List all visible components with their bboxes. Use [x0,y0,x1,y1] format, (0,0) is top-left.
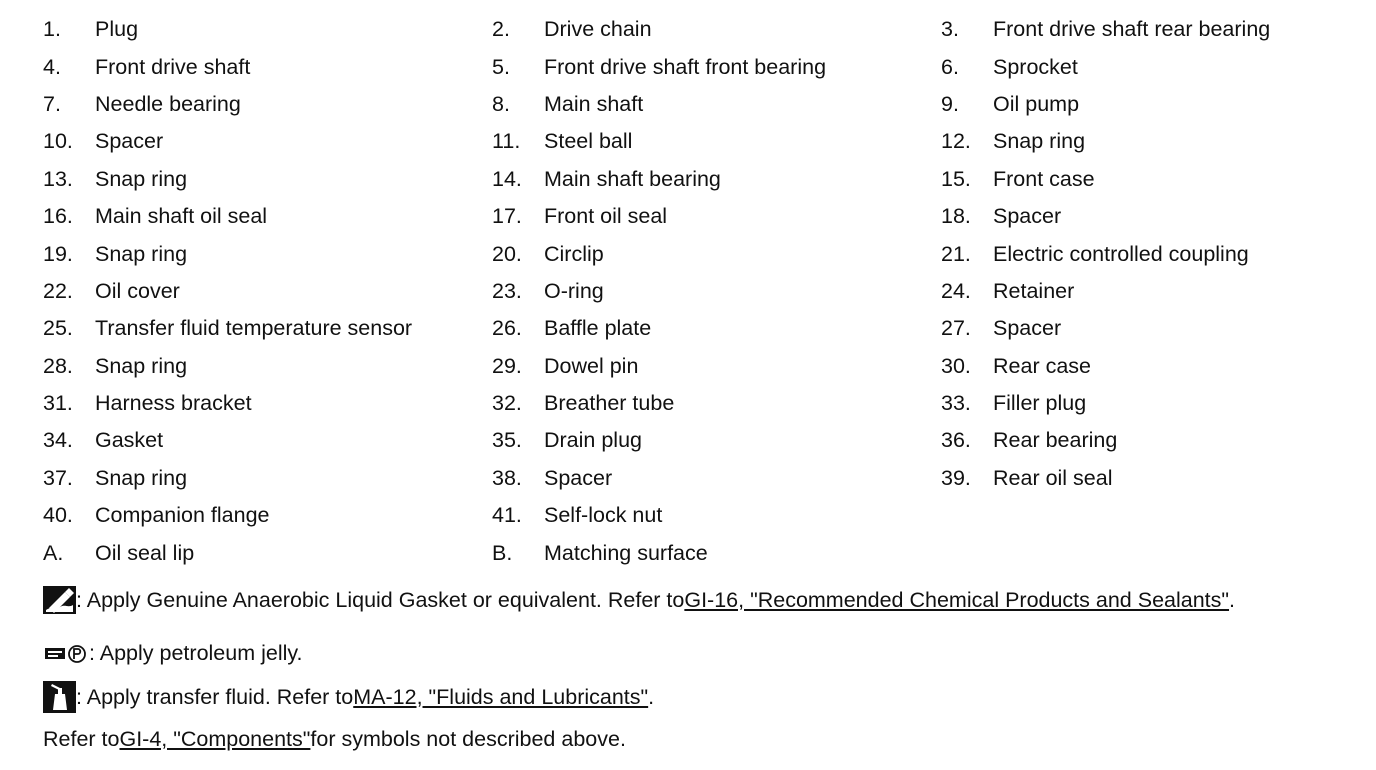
note-fluid-suffix: . [648,684,655,709]
legend-item-label: Transfer fluid temperature sensor [95,316,413,341]
legend-item-number: 4. [43,54,61,79]
legend-item [898,161,1338,198]
note-liquid-gasket [43,586,1235,614]
legend-item [449,48,898,85]
legend-item-label: Snap ring [95,241,188,266]
legend-item-number: 32. [492,391,522,416]
link-gi-16[interactable]: GI-16, "Recommended Chemical Products and Sealants" [684,587,1230,612]
legend-item [449,422,898,459]
note-fluid-prefix: : Apply transfer fluid. Refer to [76,684,354,709]
legend-item-number: 21. [941,241,971,266]
legend-item-label: O-ring [544,278,604,303]
legend-item-label: Rear bearing [993,428,1118,453]
legend-item [898,48,1338,85]
legend-item-number: 9. [941,91,959,116]
legend-item [449,86,898,123]
legend-item-number: 17. [492,204,522,229]
legend-item-label: Oil pump [993,91,1080,116]
legend-item-number: 16. [43,204,73,229]
legend-item [898,385,1338,422]
legend-item [449,534,898,571]
note-components-prefix: Refer to [43,727,120,751]
legend-item [449,385,898,422]
legend-item-label: Front oil seal [544,204,668,229]
legend-item-label: Front drive shaft front bearing [544,54,827,79]
legend-item-number: 3. [941,17,959,42]
legend-item [449,235,898,272]
note-transfer-fluid [43,681,654,713]
legend-item-label: Breather tube [544,391,675,416]
note-gasket-prefix: : Apply Genuine Anaerobic Liquid Gasket or equivalent. Refer to [76,587,685,612]
legend-item-label: Matching surface [544,540,708,565]
legend-item [898,86,1338,123]
legend-item-label: Drain plug [544,428,642,453]
legend-item-number: 22. [43,278,73,303]
legend-item [0,11,449,48]
legend-item-number: 33. [941,391,971,416]
legend-item-label: Dowel pin [544,353,639,378]
legend-item [898,460,1338,497]
legend-item-number: 36. [941,428,971,453]
legend-item-number: A. [43,540,64,565]
legend-item [898,310,1338,347]
legend-item-number: 6. [941,54,959,79]
legend-item-number: 10. [43,129,73,154]
legend-item-label: Main shaft [544,91,644,116]
legend-item-label: Harness bracket [95,391,252,416]
legend-item-number: 35. [492,428,522,453]
liquid-gasket-icon [43,586,76,614]
legend-item-label: Electric controlled coupling [993,241,1249,266]
legend-item [898,348,1338,385]
legend-item-label: Snap ring [95,166,188,191]
legend-item [449,348,898,385]
legend-item-number: 29. [492,353,522,378]
transfer-fluid-icon [43,681,76,713]
legend-item-label: Self-lock nut [544,503,663,528]
legend-item-number: 27. [941,316,971,341]
legend-item [0,497,449,534]
legend-item-label: Spacer [993,204,1062,229]
legend-item [0,348,449,385]
legend-item [449,310,898,347]
legend-item-number: 12. [941,129,971,154]
legend-item-label: Main shaft oil seal [95,204,268,229]
legend-item [898,422,1338,459]
legend-item [898,123,1338,160]
legend-item [0,198,449,235]
legend-item-label: Main shaft bearing [544,166,721,191]
legend-item-number: 2. [492,17,510,42]
legend-item-number: 37. [43,465,73,490]
legend-item-label: Plug [95,17,139,42]
legend-item [898,198,1338,235]
legend-item [898,11,1338,48]
legend-item-label: Snap ring [95,353,188,378]
legend-item-label: Circlip [544,241,604,266]
legend-item-number: 38. [492,465,522,490]
legend-item-number: 39. [941,465,971,490]
legend-item-number: 11. [492,129,521,154]
legend-item-number: 24. [941,278,971,303]
legend-item-label: Spacer [993,316,1062,341]
legend-item-label: Snap ring [95,465,188,490]
legend-item [449,497,898,534]
legend-item-number: 31. [43,391,73,416]
legend-item-label: Oil cover [95,278,180,303]
legend-item [449,273,898,310]
legend-item [449,123,898,160]
legend-item [449,11,898,48]
legend-item-label: Needle bearing [95,91,241,116]
legend-item-number: B. [492,540,513,565]
note-jelly-text: : Apply petroleum jelly. [89,641,303,665]
legend-item [0,460,449,497]
legend-item [0,310,449,347]
legend-item-number: 34. [43,428,73,453]
note-components [43,727,626,752]
legend-item-number: 41. [492,503,522,528]
legend-item-number: 28. [43,353,73,378]
legend-item-number: 18. [941,204,971,229]
legend-item-label: Sprocket [993,54,1078,79]
legend-item [449,460,898,497]
legend-item-number: 26. [492,316,522,341]
legend-item [898,497,1338,534]
legend-item [0,235,449,272]
legend-item-label: Steel ball [544,129,633,154]
legend-item-label: Companion flange [95,503,270,528]
link-ma-12[interactable]: MA-12, "Fluids and Lubricants" [353,684,649,709]
legend-item [0,86,449,123]
legend-item-number: 13. [43,166,73,191]
legend-item-label: Retainer [993,278,1075,303]
legend-item-number: 30. [941,353,971,378]
legend-item-label: Snap ring [993,129,1086,154]
legend-item-number: 5. [492,54,510,79]
legend-item [449,161,898,198]
legend-item-label: Filler plug [993,391,1087,416]
parts-legend [0,11,1338,572]
legend-item-label: Drive chain [544,17,652,42]
petroleum-jelly-icon [43,643,89,665]
legend-item-number: 15. [941,166,971,191]
legend-item [0,123,449,160]
legend-item-number: 20. [492,241,522,266]
legend-item-number: 14. [492,166,522,191]
legend-item-label: Spacer [544,465,613,490]
legend-item [0,534,449,571]
legend-item-label: Front case [993,166,1095,191]
legend-item [898,273,1338,310]
legend-item-label: Spacer [95,129,164,154]
legend-item [0,385,449,422]
legend-item-number: 25. [43,316,73,341]
legend-item-label: Front drive shaft rear bearing [993,17,1271,42]
note-components-suffix: for symbols not described above. [310,727,626,751]
legend-item-number: 8. [492,91,510,116]
legend-item-number: 7. [43,91,61,116]
note-gasket-suffix: . [1229,587,1236,612]
link-gi-4[interactable]: GI-4, "Components" [119,727,311,751]
legend-item [0,422,449,459]
legend-item-label: Rear case [993,353,1091,378]
note-petroleum-jelly [43,641,303,666]
legend-item-label: Gasket [95,428,164,453]
legend-item [0,273,449,310]
legend-item [0,48,449,85]
legend-item-number: 23. [492,278,522,303]
legend-item-label: Baffle plate [544,316,652,341]
legend-item-number: 40. [43,503,73,528]
legend-item-number: 1. [43,17,61,42]
legend-item [449,198,898,235]
legend-item [898,235,1338,272]
legend-item-number: 19. [43,241,73,266]
legend-item-label: Front drive shaft [95,54,251,79]
legend-item-label: Oil seal lip [95,540,195,565]
legend-item-label: Rear oil seal [993,465,1113,490]
legend-item [0,161,449,198]
